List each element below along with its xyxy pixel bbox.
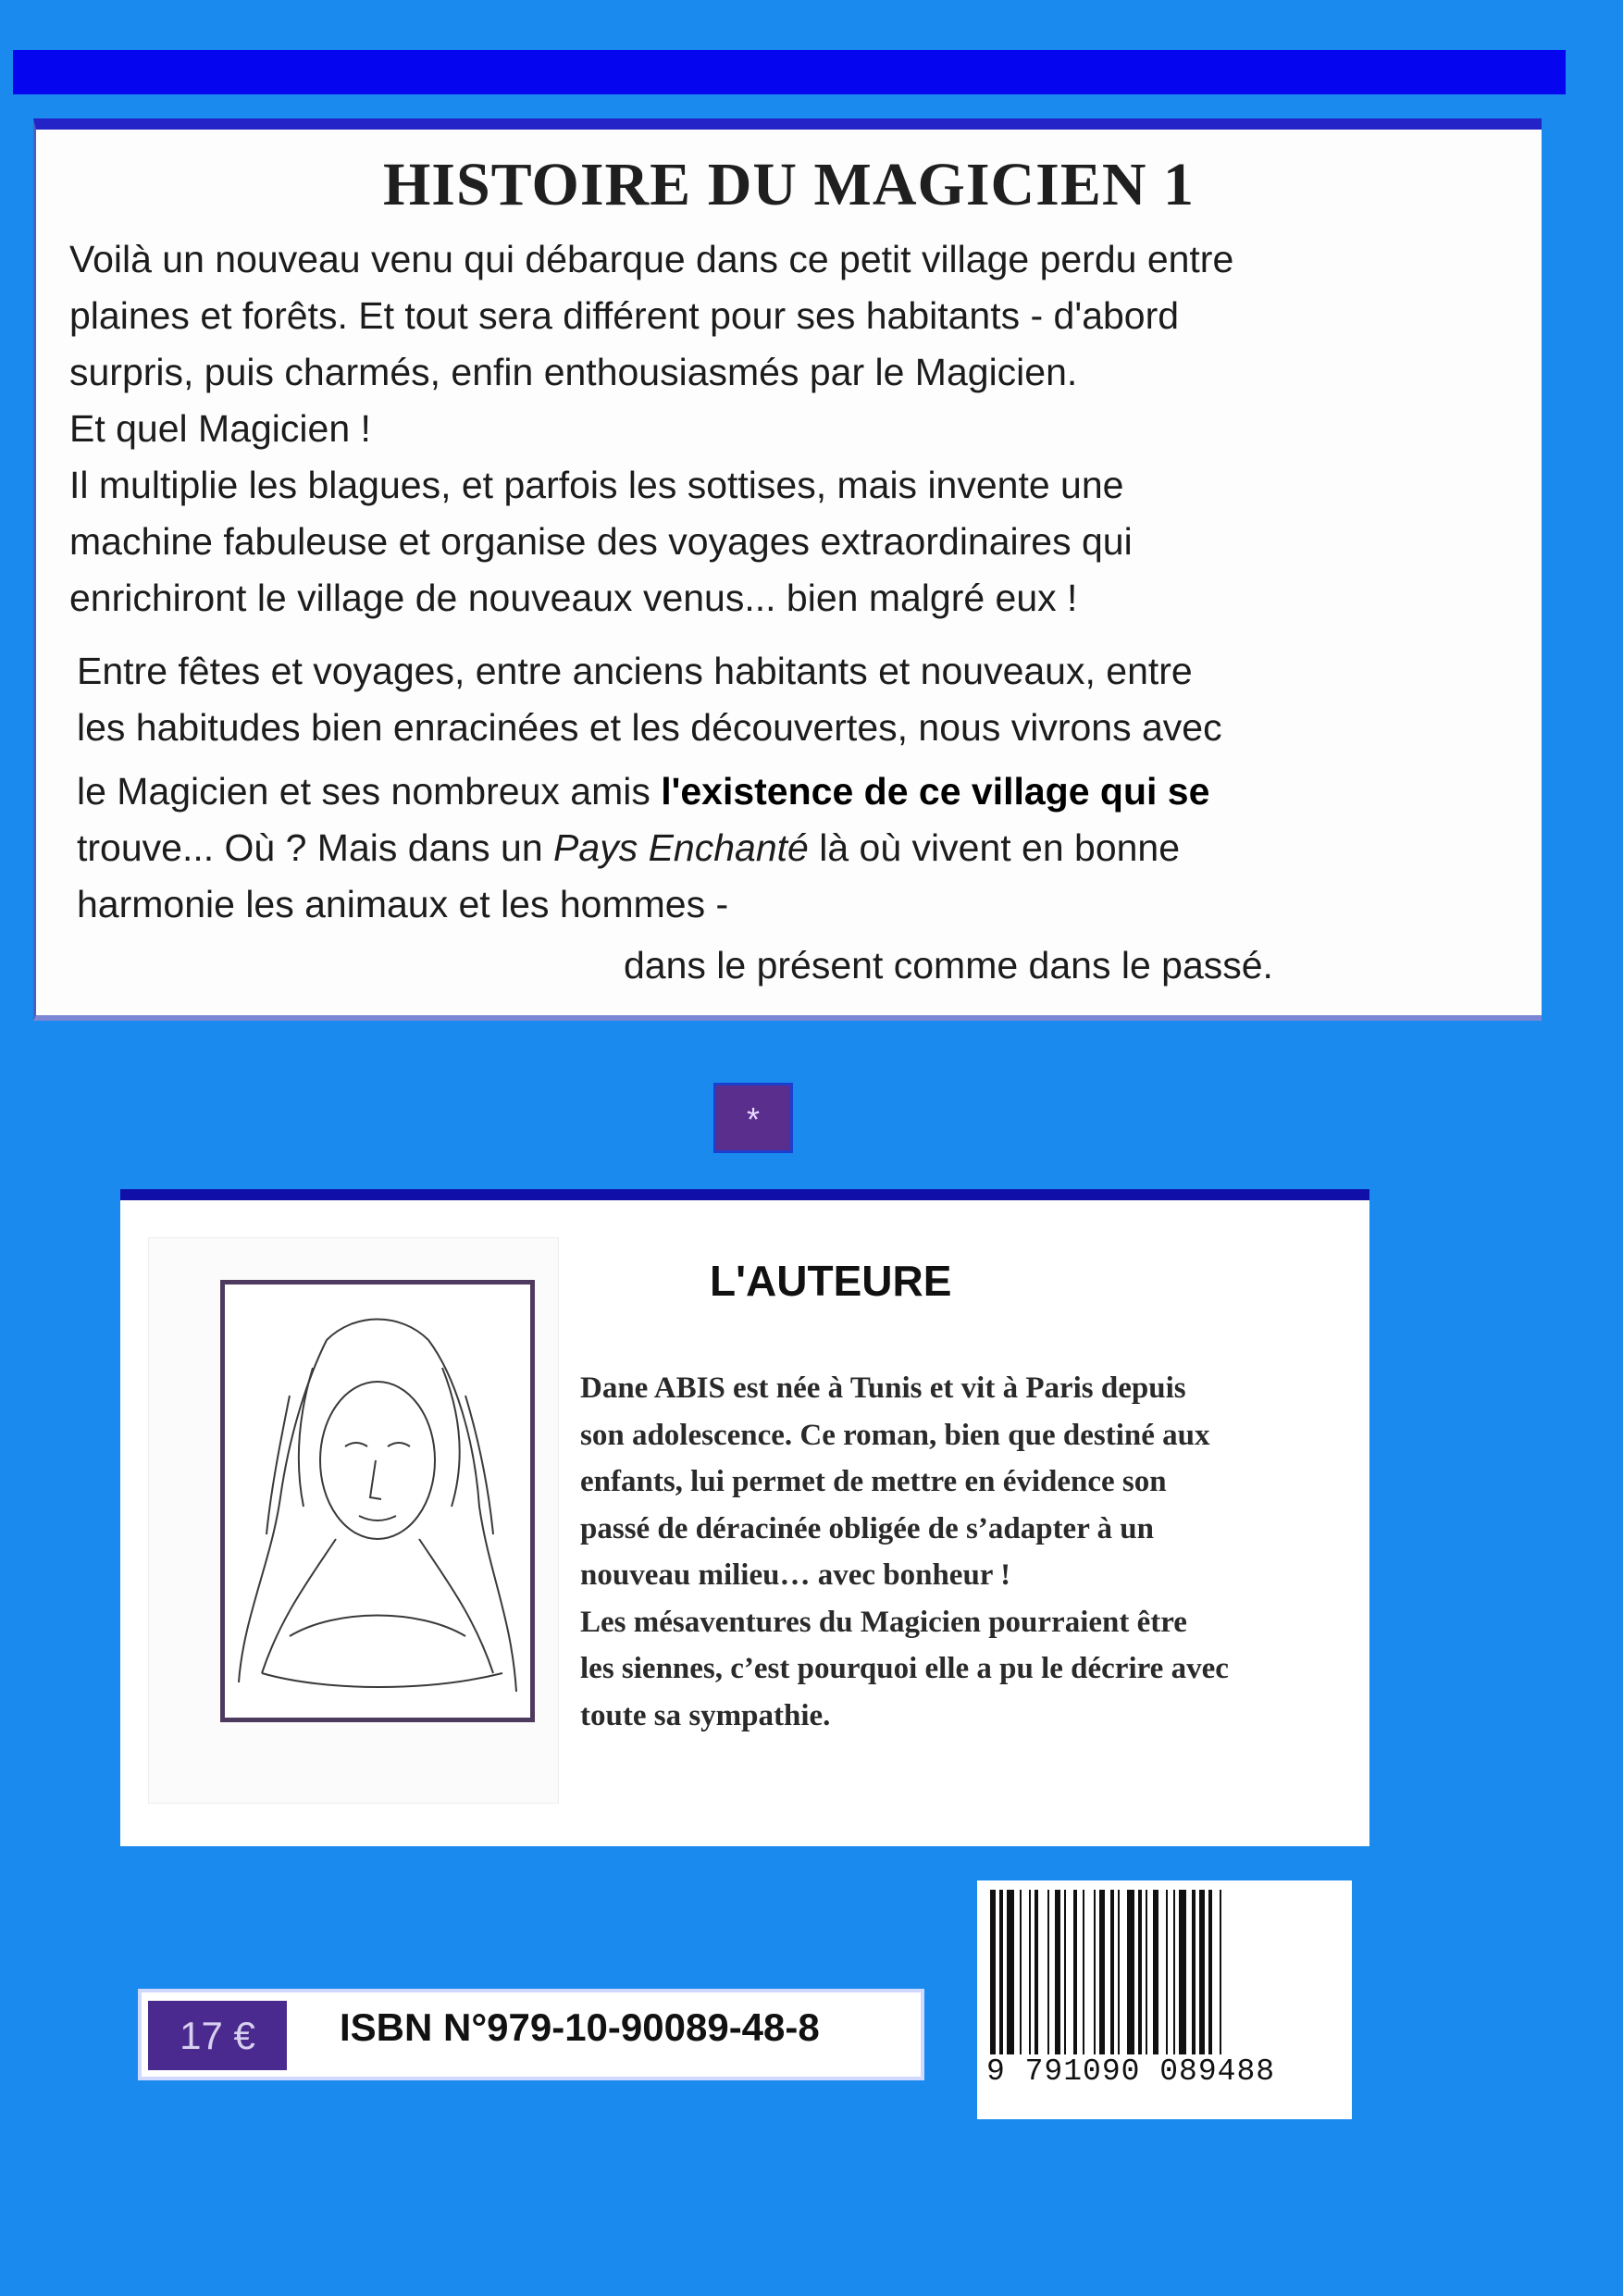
synopsis-closing-line: dans le présent comme dans le passé. xyxy=(624,944,1273,987)
barcode-bar xyxy=(1199,1890,1205,2054)
synopsis-text: le Magicien et ses nombreux amis xyxy=(77,770,662,813)
synopsis-line: Entre fêtes et voyages, entre anciens habitants et nouveaux, entre xyxy=(77,650,1193,692)
synopsis-line: Et quel Magicien ! xyxy=(69,407,371,450)
bio-line: Dane ABIS est née à Tunis et vit à Paris depuis xyxy=(580,1371,1186,1405)
barcode-bar xyxy=(1073,1890,1077,2054)
synopsis-line: Voilà un nouveau venu qui débarque dans ce petit village perdu entre xyxy=(69,238,1234,280)
barcode-bar xyxy=(1166,1890,1168,2054)
synopsis-line: plaines et forêts. Et tout sera différent pour ses habitants - d'abord xyxy=(69,294,1180,337)
barcode-bar xyxy=(999,1890,1003,2054)
bio-line: Les mésaventures du Magicien pourraient être xyxy=(580,1605,1187,1639)
portrait-panel xyxy=(148,1237,559,1804)
author-panel xyxy=(120,1189,1369,1846)
portrait-sketch xyxy=(225,1285,530,1718)
barcode-bar xyxy=(1029,1890,1031,2054)
bio-line: enfants, lui permet de mettre en évidence son xyxy=(580,1465,1167,1498)
star-divider-icon: * xyxy=(713,1083,793,1153)
synopsis-line xyxy=(77,763,1520,820)
book-title: HISTOIRE DU MAGICIEN 1 xyxy=(382,151,1196,218)
top-banner-bar xyxy=(13,50,1566,94)
isbn-number: ISBN N°979-10-90089-48-8 xyxy=(340,2005,820,2049)
isbn-strip xyxy=(138,1989,924,2080)
synopsis-line: les habitudes bien enracinées et les découvertes, nous vivrons avec xyxy=(77,706,1222,749)
barcode-bar xyxy=(1064,1890,1066,2054)
synopsis-text: là où vivent en bonne xyxy=(808,826,1181,869)
barcode-bar xyxy=(1153,1890,1158,2054)
synopsis-paragraph-2 xyxy=(77,643,1520,933)
barcode-bar xyxy=(1020,1890,1022,2054)
barcode-bar xyxy=(1110,1890,1114,2054)
synopsis-text: trouve... Où ? Mais dans un xyxy=(77,826,554,869)
author-bio xyxy=(580,1365,1348,1739)
synopsis-line xyxy=(77,820,1520,876)
barcode-bar xyxy=(1047,1890,1049,2054)
synopsis-paragraph-1 xyxy=(69,231,1513,627)
barcode-bar xyxy=(1083,1890,1084,2054)
author-heading: L'AUTEURE xyxy=(710,1257,952,1305)
bio-line: son adolescence. Ce roman, bien que destiné aux xyxy=(580,1418,1210,1452)
price-tag: 17 € xyxy=(148,2001,287,2070)
barcode-bar xyxy=(1118,1890,1120,2054)
barcode-bar xyxy=(1035,1890,1038,2054)
barcode-bar xyxy=(1055,1890,1060,2054)
barcode-bars xyxy=(986,1890,1343,2056)
barcode-bar xyxy=(1208,1890,1212,2054)
synopsis-emphasis: l'existence de ce village xyxy=(661,770,1090,813)
barcode-bar xyxy=(1173,1890,1175,2054)
barcode-bar xyxy=(1127,1890,1134,2054)
synopsis-line: surpris, puis charmés, enfin enthousiasmés par le Magicien. xyxy=(69,351,1078,393)
synopsis-line: harmonie les animaux et les hommes - xyxy=(77,883,729,925)
barcode-bar xyxy=(1146,1890,1147,2054)
barcode xyxy=(977,1880,1352,2119)
barcode-bar xyxy=(1007,1890,1014,2054)
author-portrait xyxy=(220,1280,535,1722)
synopsis-italic: Pays Enchanté xyxy=(553,826,809,869)
bio-line: passé de déracinée obligée de s’adapter à un xyxy=(580,1511,1154,1545)
synopsis-line: Il multiplie les blagues, et parfois les sottises, mais invente une xyxy=(69,464,1124,506)
barcode-bar xyxy=(1094,1890,1096,2054)
synopsis-panel xyxy=(33,118,1542,1021)
barcode-digits: 9 791090 089488 xyxy=(986,2054,1276,2089)
bio-line: les siennes, c’est pourquoi elle a pu le décrire avec xyxy=(580,1652,1229,1685)
barcode-bar xyxy=(1179,1890,1186,2054)
barcode-bar xyxy=(1138,1890,1142,2054)
barcode-bar xyxy=(1220,1890,1221,2054)
barcode-bar xyxy=(1192,1890,1196,2054)
synopsis-line: enrichiront le village de nouveaux venus... bien malgré eux ! xyxy=(69,577,1078,619)
bio-line: nouveau milieu… avec bonheur ! xyxy=(580,1558,1011,1592)
barcode-bar xyxy=(990,1890,996,2054)
bio-line: toute sa sympathie. xyxy=(580,1698,831,1732)
synopsis-line: machine fabuleuse et organise des voyages extraordinaires qui xyxy=(69,520,1133,563)
synopsis-emphasis: qui se xyxy=(1089,770,1210,813)
barcode-bar xyxy=(1099,1890,1105,2054)
